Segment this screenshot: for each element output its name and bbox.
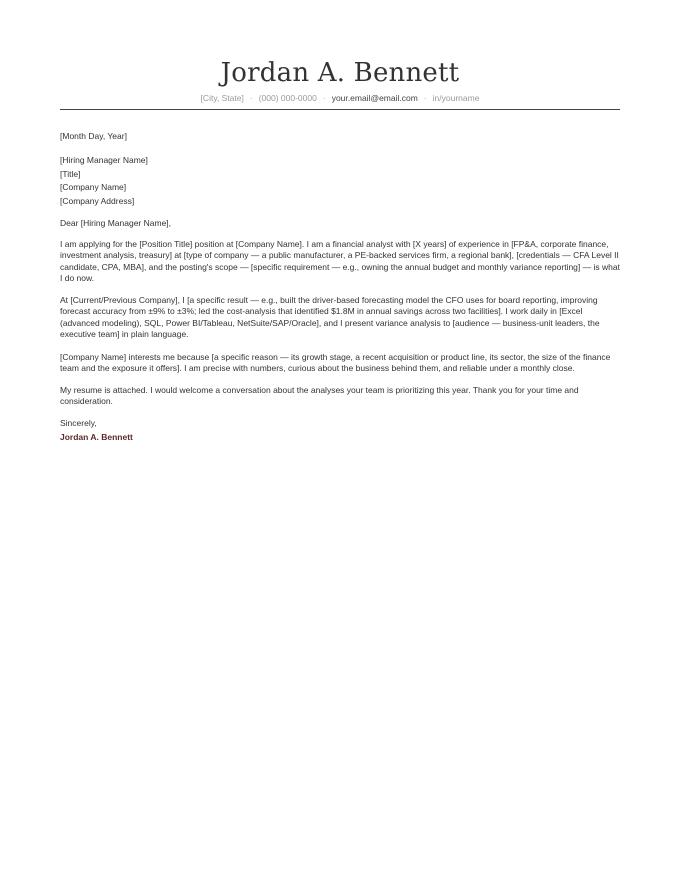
phone-number: (000) 000-0000 <box>258 93 317 103</box>
body-paragraph: [Company Name] interests me because [a specific reason — its growth stage, a recent acquisition or product line, its sector, the size of the finance team and the exposure it offers]. I am precise with numbers, curious about the business behind them, and reliable under a monthly close. <box>60 352 611 374</box>
linkedin-link[interactable]: in/yourname <box>432 93 480 103</box>
contact-separator: · <box>423 93 427 103</box>
body-paragraph: My resume is attached. I would welcome a conversation about the analyses your team is prioritizing this year. Thank you for your time and consideration. <box>60 385 579 407</box>
header-divider <box>60 109 620 110</box>
recipient-company: [Company Name] <box>60 182 127 192</box>
contact-separator: · <box>249 93 253 103</box>
contact-line <box>60 93 620 103</box>
recipient-block <box>60 154 148 208</box>
salutation: Dear [Hiring Manager Name], <box>60 218 172 228</box>
applicant-name: Jordan A. Bennett <box>220 58 460 88</box>
recipient-name: [Hiring Manager Name] <box>60 155 148 165</box>
recipient-title: [Title] <box>60 168 81 179</box>
contact-separator: · <box>322 93 326 103</box>
recipient-address: [Company Address] <box>60 195 135 206</box>
email-link[interactable]: your.email@email.com <box>331 93 418 103</box>
letter-date: [Month Day, Year] <box>60 131 127 141</box>
closing: Sincerely, <box>60 418 97 428</box>
body-paragraph: At [Current/Previous Company], I [a specific result — e.g., built the driver-based forecasting model the CFO uses for board reporting, improving forecast accuracy from ±9% to ±3%; led the cost-analysis that identified $1.8M in annual savings across two facilities]. I work daily in [Excel (advanced modeling), SQL, Power BI/Tableau, NetSuite/SAP/Oracle], and I present variance analysis to [audience — business-unit leaders, the executive team] in plain language. <box>60 295 600 340</box>
signature: Jordan A. Bennett <box>60 432 133 442</box>
city-state: [City, State] <box>200 93 244 103</box>
body-paragraph: I am applying for the [Position Title] position at [Company Name]. I am a financial analyst with [X years] of experience in [FP&A, corporate finance, investment analysis, treasury] at [type of company — a public manufacturer, a PE-backed services firm, a regional bank], [credentials — CFA Level II candidate, CPA, MBA], and the posting's scope — [specific requirement — e.g., owning the annual budget and monthly variance reporting] — is what I do now. <box>60 239 620 284</box>
